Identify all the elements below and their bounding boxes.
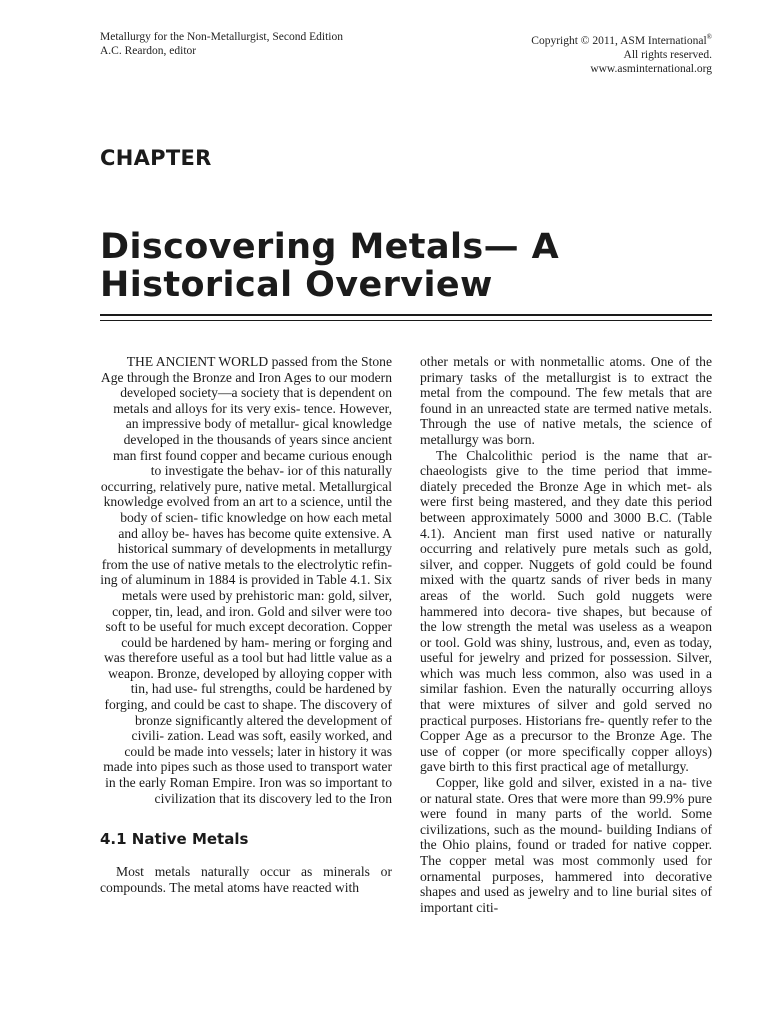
body-paragraph: Copper, like gold and silver, existed in a na- tive or natural state. Ores that were more than 99.9% pure were found in many parts of the world. Some civilizations, such as the mound- building Indians of the Ohio plains, found or traded for native copper. The copper metal was most commonly used for ornamental purposes, hammered into decorative shapes and used as jewelry and to line burial sites of important citi- <box>420 775 712 915</box>
chapter-label: CHAPTER <box>100 146 212 170</box>
body-paragraph: The Chalcolithic period is the name that ar- chaeologists give to the time period that imme- diately preceded the Bronze Age in which met- als were first being mastered, and they date this period between approximately 5000 and 3000 B.C. (Table 4.1). Ancient man first used native or naturally occurring and relatively pure metals such as gold, silver, and copper. Nuggets of gold could be found mixed with the quartz sands of river beds in many areas of the world. Such gold nuggets were hammered into decora- tive shapes, but because of the low strength the metal was useless as a weapon or tool. Gold was shiny, lustrous, and, even as today, useful for jewelry and prized for possession. Silver, which was much less common, also was used in a similar fashion. Even the naturally occurring alloys that were mixtures of silver and gold served no practical purposes. Historians fre- quently refer to the Copper Age as a precursor to the Bronze Age. The use of copper (or more specifically copper alloys) gave birth to this first practical age of metallurgy. <box>420 447 712 775</box>
running-header-right <box>531 30 712 76</box>
registered-mark: ® <box>706 33 712 41</box>
right-column <box>420 354 712 970</box>
copyright-line <box>531 30 712 48</box>
intro-paragraph: THE ANCIENT WORLD passed from the Stone Age through the Bronze and Iron Ages to our modern developed society—a society that is dependent on metals and alloys for its very exis- tence. However, an impressive body of metallur- gical knowledge developed in the thousands of years since ancient man first found copper and became curious enough to investigate the behav- ior of this naturally occurring, relatively pure, native metal. Metallurgical knowledge evolved from an art to a science, until the body of scien- tific knowledge on how each metal and alloy be- haves has become quite extensive. A historical summary of developments in metallurgy from the use of native metals to the electrolytic refin- ing of aluminum in 1884 is provided in Table 4.1. Six metals were used by prehistoric man: gold, silver, copper, tin, lead, and iron. Gold and silver were too soft to be useful for much except decoration. Copper could be hardened by ham- mering or forging and was therefore useful as a tool but had little value as a weapon. Bronze, developed by alloying copper with tin, had use- ful strengths, could be hardened by forging, and could be cast to shape. The discovery of bronze significantly altered the development of civili- zation. Lead was soft, easily worked, and could be made into vessels; later in history it was made into pipes such as those used to transport water in the early Roman Empire. Iron was so important to civilization that its discovery led to the Iron <box>100 354 392 806</box>
body-paragraph: other metals or with nonmetallic atoms. One of the primary tasks of the metallurgist is to extract the metal from the compound. The few metals that are found in an unreacted state are termed native metals. Through the use of native metals, the science of metallurgy was born. <box>420 354 712 447</box>
left-column <box>100 354 392 970</box>
title-rule-thick <box>100 314 712 316</box>
section-heading: 4.1 Native Metals <box>100 830 249 849</box>
section-paragraph: Most metals naturally occur as minerals or compounds. The metal atoms have reacted with <box>100 864 392 895</box>
title-rule-thin <box>100 320 712 321</box>
running-header-left <box>100 30 343 58</box>
website-line: www.asminternational.org <box>590 62 712 75</box>
chapter-title-block <box>100 228 712 313</box>
editor-line: A.C. Reardon, editor <box>100 45 197 57</box>
rights-line: All rights reserved. <box>623 48 712 61</box>
copyright-text: Copyright © 2011, ASM International <box>531 34 707 47</box>
book-title-line: Metallurgy for the Non-Metallurgist, Second Edition <box>100 31 343 43</box>
chapter-title: Discovering Metals— A Historical Overview <box>100 228 560 305</box>
